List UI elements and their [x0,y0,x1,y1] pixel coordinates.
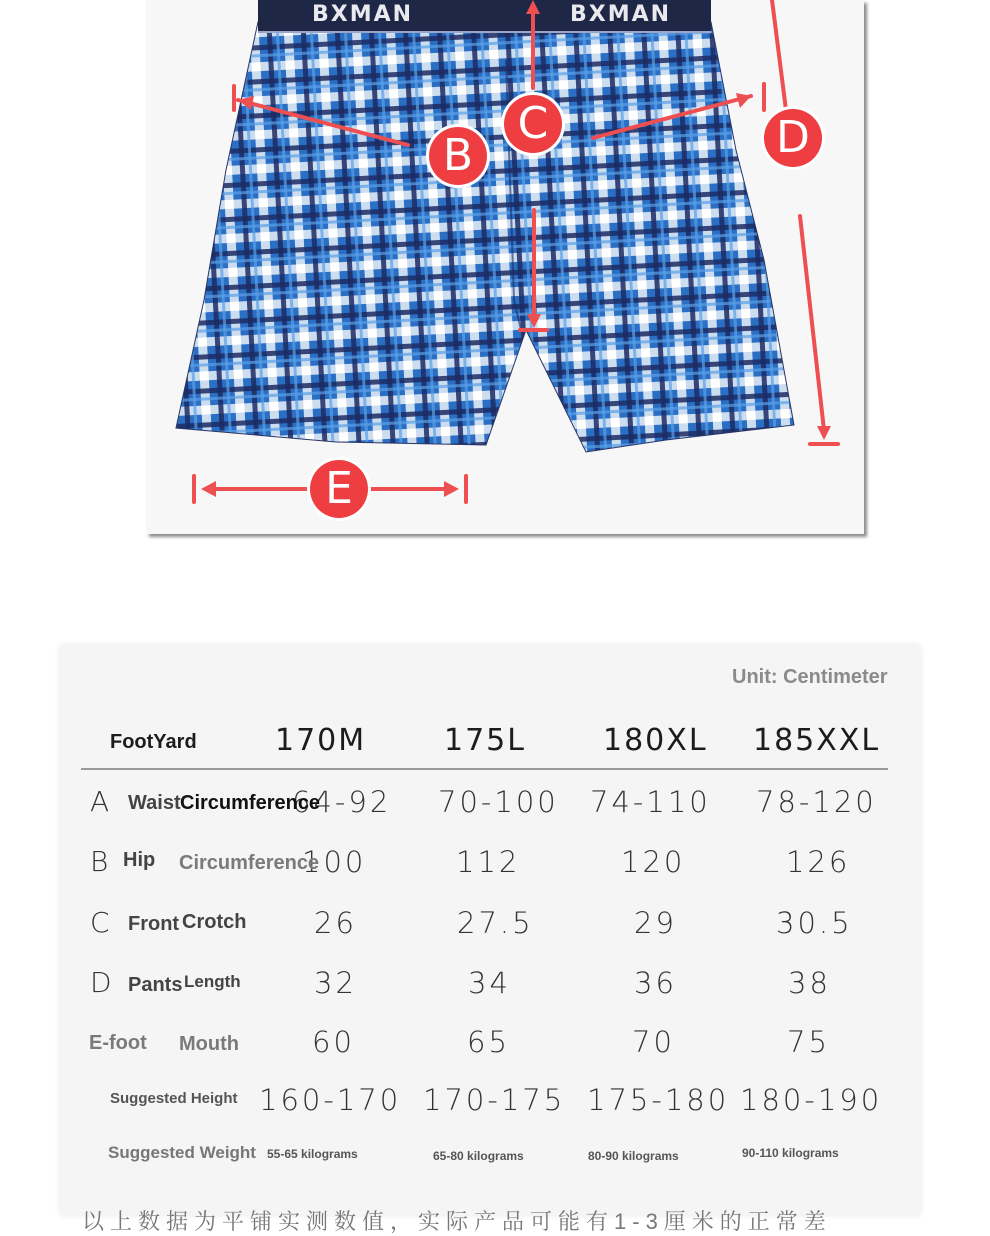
marker-c: C [504,95,562,153]
row-a-value-xl: 74-110 [590,785,711,819]
row-d-value-m: 32 [314,966,357,1000]
size-chart [60,645,920,1234]
header-size-l: 175L [444,723,526,758]
row-e-value-xl: 70 [632,1025,675,1059]
row-e-name2: Mouth [179,1033,239,1055]
boxer-shorts-illustration [146,0,864,534]
row-b-value-m: 100 [302,845,367,879]
height-m: 160-170 [259,1083,402,1117]
row-c-name2: Crotch [182,911,247,933]
row-c-value-xxl: 30.5 [776,906,853,940]
height-xl: 175-180 [587,1083,730,1117]
row-b-value-xl: 120 [621,845,686,879]
row-d-value-xxl: 38 [788,966,831,1000]
brand-label-left: BXMAN [312,2,414,27]
row-e-value-l: 65 [467,1025,510,1059]
height-xxl: 180-190 [740,1083,883,1117]
weight-m: 55-65 kilograms [267,1147,358,1161]
suggested-weight-label: Suggested Weight [108,1143,256,1162]
row-a-name1: Waist [128,792,181,814]
header-size-m: 170M [275,723,367,758]
weight-l: 65-80 kilograms [433,1149,524,1163]
marker-e: E [310,460,368,518]
height-l: 170-175 [423,1083,566,1117]
row-a-value-xxl: 78-120 [756,785,877,819]
row-b-name1: Hip [123,849,156,871]
row-b-value-l: 112 [456,845,521,879]
row-a-value-m: 64-92 [292,785,392,819]
row-b-value-xxl: 126 [786,845,851,879]
header-label: FootYard [110,731,197,753]
weight-xl: 80-90 kilograms [588,1149,679,1163]
row-a-value-l: 70-100 [438,785,559,819]
row-d-name1: Pants [128,974,183,996]
footer-note: 以上数据为平铺实测数值，实际产品可能有1-3厘米的正常差 [82,1209,832,1234]
header-size-xxl: 185XXL [753,723,881,758]
row-a-name2: Circumference [180,792,321,814]
row-e-name1: E-foot [89,1032,147,1054]
marker-d: D [764,109,822,167]
brand-label-right: BXMAN [570,2,672,27]
row-c-value-m: 26 [314,906,357,940]
product-diagram [146,0,864,534]
row-e-value-m: 60 [312,1025,355,1059]
unit-label: Unit: Centimeter [732,666,888,688]
row-d-name2: Length [184,972,241,991]
shorts-body [176,22,794,452]
header-divider [81,768,888,770]
row-c-value-xl: 29 [634,906,677,940]
row-e-value-xxl: 75 [787,1025,830,1059]
header-size-xl: 180XL [603,723,708,758]
row-b-letter: B [90,845,109,878]
row-c-value-l: 27.5 [457,906,534,940]
row-c-letter: C [90,906,110,939]
marker-b: B [429,127,487,185]
weight-xxl: 90-110 kilograms [742,1146,839,1160]
row-d-value-l: 34 [468,966,511,1000]
row-b-name2: Circumference [179,852,320,874]
row-c-name1: Front [128,913,180,935]
row-d-value-xl: 36 [634,966,677,1000]
row-d-letter: D [90,966,112,999]
suggested-height-label: Suggested Height [110,1090,238,1107]
row-a-letter: A [90,785,110,818]
